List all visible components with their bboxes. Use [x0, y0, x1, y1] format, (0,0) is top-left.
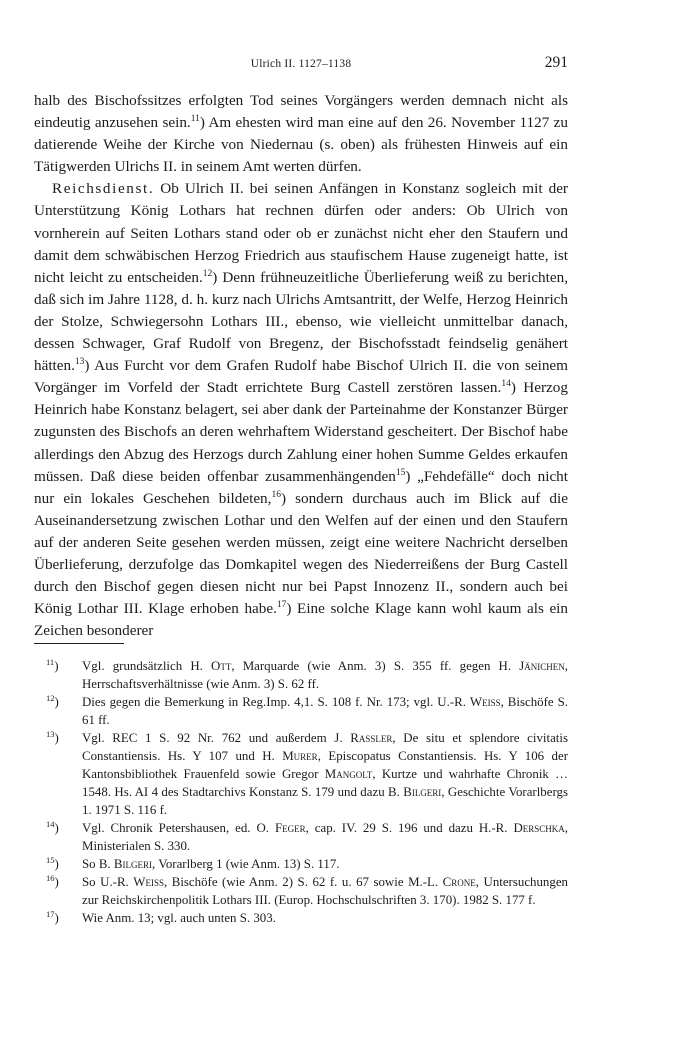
footnote-text: , cap. IV. 29 S. 196 und dazu H.-R.	[305, 821, 514, 835]
footnote-number: 17	[46, 909, 55, 919]
footnote-text: , Marquarde (wie Anm. 3) S. 355 ff. gegen H.	[231, 659, 520, 673]
footnote-text: , Geschichte Vorarlbergs 1. 1971 S. 116 f.	[82, 785, 568, 817]
author-name: Bilgeri	[403, 785, 442, 799]
footnote-text: Wie Anm. 13; vgl. auch unten S. 303.	[82, 911, 276, 925]
footnote-text: , De situ et splendore civitatis Constantiensis. Hs. Y 107 und H.	[82, 731, 568, 763]
author-name: Jänichen	[519, 659, 565, 673]
footnote-15	[34, 855, 568, 873]
text-segment: ) sondern durchaus auch im Blick auf die Auseinandersetzung zwischen Lothar und den Welfen auf der einen und den Staufern auf der anderen Seite gesehen werden müssen, zeigt eine weitere Nachricht derselben Überlieferung, derzufolge das Domkapitel wegen des Niederreißens der Burg Castell durch den Bischof gegen diesen nicht nur bei Papst Innozenz II., sondern auch bei König Lothar III. Klage erhoben habe.	[34, 489, 568, 618]
author-name: Rassler	[350, 731, 393, 745]
author-name: Mangolt	[324, 767, 373, 781]
footnote-number: 16	[46, 873, 55, 883]
footnote-number: 12	[46, 693, 55, 703]
author-name: Murer	[282, 749, 318, 763]
footnote-ref-11: 11	[190, 114, 200, 125]
footnote-text: Vgl. grundsätzlich H.	[82, 659, 212, 673]
main-text	[34, 90, 568, 642]
author-name: Bilgeri	[113, 857, 152, 871]
footnote-12	[34, 693, 568, 729]
footnote-number: 13	[46, 729, 55, 739]
footnote-text: , Bischöfe (wie Anm. 2) S. 62 f. u. 67 sowie M.-L.	[163, 875, 443, 889]
footnote-separator	[34, 643, 124, 644]
text-segment: ) Herzog Heinrich habe Konstanz belagert, sei aber dank der Parteinahme der Konstanzer Bürger zugunsten des Bischofs an deren wehrhaftem Widerstand gescheitert. Der Bischof habe allerdings den Abzug des Herzogs durch Zahlung einer hohen Summe Geldes erkaufen müssen. Daß diese beiden offenbar zusammenhängenden	[34, 379, 568, 485]
footnote-marker: $^{15}$)	[46, 855, 59, 871]
text-segment: ) Denn frühneuzeitliche Überlieferung weiß zu berichten, daß sich im Jahre 1128, d. h. kurz nach Ulrichs Amtsantritt, der Welfe, Herzog Heinrich der Stolze, Schwiegersohn Lothars III., ebenso, wie vielleicht unmittelbar danach, dessen Schwager, Graf Rudolf von Bregenz, der Bischofsstadt feindselig genähert hätten.	[34, 268, 568, 375]
footnote-text: , Bischöfe S. 61 ff.	[82, 695, 568, 727]
footnote-text: , Herrschaftsverhältnisse (wie Anm. 3) S. 62 ff.	[82, 659, 568, 691]
author-name: Feger	[274, 821, 306, 835]
footnotes	[34, 657, 568, 927]
footnote-number: 11	[46, 657, 55, 667]
footnote-text: , Episcopatus Constantiensis. Hs. Y 106 der Kantonsbibliothek Frauenfeld sowie Gregor	[82, 749, 568, 781]
footnote-marker: $^{12}$)	[46, 693, 59, 709]
text-segment: ) Eine solche Klage kann wohl kaum als ein Zeichen besonderer	[34, 600, 568, 640]
footnote-marker: $^{11}$)	[46, 657, 59, 673]
footnote-ref-13: 13	[74, 357, 85, 368]
paragraph-2	[34, 178, 568, 642]
footnote-marker: $^{17}$)	[46, 909, 59, 925]
running-head: Ulrich II. 1127–1138	[250, 58, 352, 70]
author-name: Weiss	[133, 875, 164, 889]
footnote-text: So U.-R.	[82, 875, 134, 889]
footnote-13	[34, 729, 568, 819]
footnote-ref-12: 12	[202, 268, 213, 279]
page-number: 291	[544, 54, 568, 71]
footnote-number: 14	[46, 819, 55, 829]
footnote-marker: $^{16}$)	[46, 873, 59, 889]
page-header	[34, 54, 568, 76]
footnote-text: , Ministerialen S. 330.	[82, 821, 569, 853]
footnote-ref-14: 14	[501, 379, 511, 390]
text-segment: Ob Ulrich II. bei seinen Anfängen in Konstanz sogleich mit der Unterstützung König Lothars hat rechnen dürfen oder anders: Ob Ulrich von vornherein auf Seiten Lothars stand oder ob er zunächst nicht eher den Staufern und damit dem schwäbischen Herzog Friedrich aus staufischem Hause zugeneigt hatte, ist nicht leicht zu entscheiden.	[34, 180, 568, 286]
footnote-number: 15	[46, 855, 55, 865]
author-name: Weiss	[469, 695, 501, 709]
author-name: Crone	[442, 875, 476, 889]
footnote-text: , Kurtze und wahrhafte Chronik … 1548. Hs. AI 4 des Stadtarchivs Konstanz S. 179 und dazu B.	[82, 767, 569, 799]
author-name: Ott	[211, 659, 232, 673]
footnote-ref-17: 17	[276, 600, 287, 611]
footnote-16	[34, 873, 568, 909]
footnote-ref-16: 16	[271, 489, 281, 500]
footnote-ref-15: 15	[395, 467, 406, 478]
footnote-17	[34, 909, 568, 927]
text-segment: ) Am ehesten wird man eine auf den 26. November 1127 zu datierende Weihe der Kirche von Niedernau (s. oben) als frühesten Hinweis auf ein Tätigwerden Ulrichs II. in seinem Amt werten dürfen.	[34, 114, 569, 176]
paragraph-1	[34, 90, 568, 178]
footnote-text: Vgl. REC 1 S. 92 Nr. 762 und außerdem J.	[82, 731, 351, 745]
footnote-text: Dies gegen die Bemerkung in Reg.Imp. 4,1. S. 108 f. Nr. 173; vgl. U.-R.	[82, 695, 470, 709]
footnote-marker: $^{14}$)	[46, 819, 59, 835]
text-segment: halb des Bischofssitzes erfolgten Tod seines Vorgängers werden demnach nicht als eindeutig anzusehen sein.	[34, 92, 568, 132]
footnote-11	[34, 657, 568, 693]
section-lead: Reichsdienst.	[52, 180, 155, 198]
footnote-14	[34, 819, 568, 855]
footnote-text: , Vorarlberg 1 (wie Anm. 13) S. 117.	[151, 857, 340, 871]
footnote-text: , Untersuchungen zur Reichskirchenpolitik Lothars III. (Europ. Hochschulschriften 3. 170). 1982 S. 177 f.	[82, 875, 568, 907]
footnote-text: So B.	[82, 857, 114, 871]
text-segment: ) Aus Furcht vor dem Grafen Rudolf habe Bischof Ulrich II. die von seinem Vorgänger im Vorfeld der Stadt errichtete Burg Castell zerstören lassen.	[34, 357, 568, 397]
text-segment: ) „Fehdefälle“ doch nicht nur ein lokales Geschehen bildeten,	[34, 467, 568, 507]
footnote-text: Vgl. Chronik Petershausen, ed. O.	[82, 821, 275, 835]
author-name: Derschka	[513, 821, 565, 835]
footnote-marker: $^{13}$)	[46, 729, 59, 745]
